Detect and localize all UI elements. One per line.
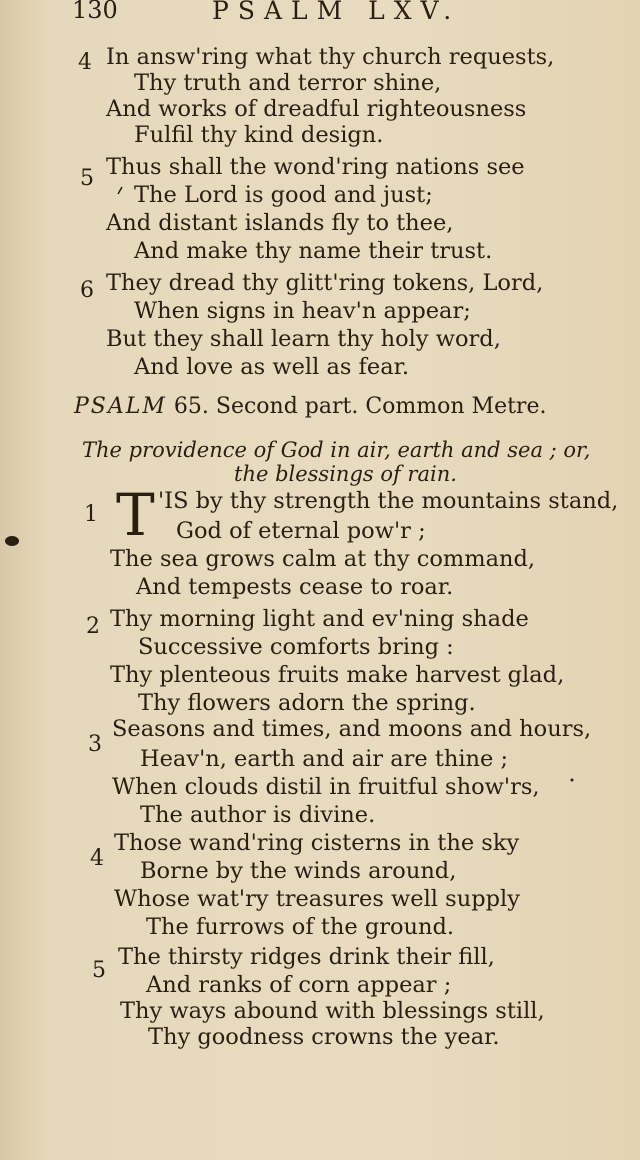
verse-line: The author is divine. — [140, 802, 376, 828]
ink-speck — [568, 776, 576, 784]
verse-line: In answ'ring what thy church requests, — [106, 44, 555, 70]
verse-line: Thy flowers adorn the spring. — [138, 690, 476, 716]
verse-line: And works of dreadful righteousness — [106, 96, 527, 122]
verse-line: 'IS by thy strength the mountains stand, — [158, 488, 619, 514]
page-number: 130 — [72, 0, 118, 24]
verse-line: Seasons and times, and moons and hours, — [112, 716, 592, 742]
verse-number: 3 — [88, 732, 102, 757]
verse-line: The thirsty ridges drink their fill, — [118, 944, 495, 970]
verse-line: And love as well as fear. — [134, 354, 410, 380]
verse-line: When signs in heav'n appear; — [134, 298, 471, 324]
verse-line: Whose wat'ry treasures well supply — [114, 886, 520, 912]
verse-line: Thy goodness crowns the year. — [148, 1024, 500, 1050]
verse-line: Thy ways abound with blessings still, — [120, 998, 545, 1024]
verse-line: They dread thy glitt'ring tokens, Lord, — [106, 270, 544, 296]
verse-line: And ranks of corn appear ; — [146, 972, 452, 998]
verse-line: And make thy name their trust. — [134, 238, 493, 264]
ink-blot — [2, 532, 22, 548]
verse-line: And tempests cease to roar. — [136, 574, 454, 600]
psalm-heading-label: PSALM — [74, 394, 167, 419]
verse-number: 4 — [90, 846, 104, 871]
verse-line: Thy morning light and ev'ning shade — [110, 606, 529, 632]
verse-line: And distant islands fly to thee, — [106, 210, 454, 236]
verse-line: Borne by the winds around, — [140, 858, 457, 884]
verse-line: The sea grows calm at thy command, — [110, 546, 536, 572]
psalm-subtitle: the blessings of rain. — [234, 462, 457, 486]
verse-line: God of eternal pow'r ; — [176, 518, 426, 544]
verse-number: 6 — [80, 278, 94, 303]
verse-line: The Lord is good and just; — [134, 182, 433, 208]
page-header — [72, 0, 632, 34]
verse-number: 1 — [84, 502, 98, 527]
verse-line: Thy plenteous fruits make harvest glad, — [110, 662, 565, 688]
psalm-heading-detail: 65. Second part. Common Metre. — [173, 394, 547, 419]
verse-line: But they shall learn thy holy word, — [106, 326, 501, 352]
verse-line: The furrows of the ground. — [146, 914, 455, 940]
verse-line: Thus shall the wond'ring nations see — [106, 154, 525, 180]
verse-line: Successive comforts bring : — [138, 634, 454, 660]
psalm-subtitle: The providence of God in air, earth and sea ; or, — [82, 438, 591, 462]
running-title: PSALM LXV. — [212, 0, 461, 25]
psalm-heading — [74, 394, 546, 419]
ink-speck — [116, 186, 124, 196]
verse-line: Those wand'ring cisterns in the sky — [114, 830, 520, 856]
verse-number: 2 — [86, 614, 100, 639]
verse-line: Heav'n, earth and air are thine ; — [140, 746, 509, 772]
verse-number: 4 — [78, 50, 92, 75]
verse-line: Thy truth and terror shine, — [134, 70, 442, 96]
drop-cap: T — [116, 481, 155, 549]
verse-number: 5 — [80, 166, 94, 191]
verse-line: Fulfil thy kind design. — [134, 122, 384, 148]
verse-line: When clouds distil in fruitful show'rs, — [112, 774, 540, 800]
verse-number: 5 — [92, 958, 106, 983]
